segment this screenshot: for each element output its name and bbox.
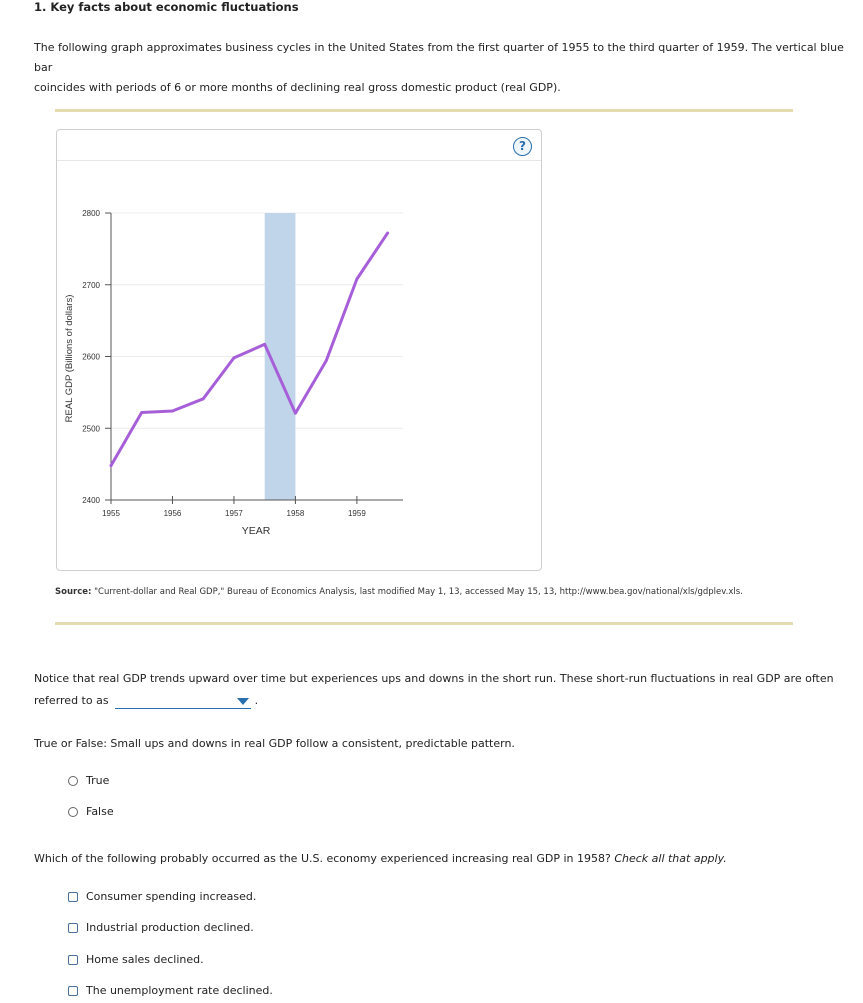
part2-question: True or False: Small ups and downs in real GDP follow a consistent, predictable pattern. [34,737,515,750]
chart-labels [64,209,366,537]
gdp-point [325,359,328,362]
part3-question-row [34,848,727,870]
question-title: 1. Key facts about economic fluctuations [34,0,299,14]
check-option-4[interactable] [68,984,273,997]
chart-grid [111,213,403,428]
gdp-point [294,412,297,415]
help-icon[interactable]: ? [513,137,532,156]
source-note [55,587,743,597]
intro-line-1: The following graph approximates business cycles in the United States from the first quarter of 1955 to the third quarter of 1959. The vertical blue bar [34,41,844,74]
option-true-label[interactable]: True [86,774,110,787]
x-axis-label: YEAR [241,525,271,537]
fluctuation-term-dropdown[interactable] [115,694,251,709]
divider-bottom [55,622,793,625]
gdp-point [233,357,236,360]
gdp-point [386,232,389,235]
gdp-point [140,411,143,414]
part1-line-1: Notice that real GDP trends upward over time but experiences ups and downs in the short run. These short-run fluctuations in real GDP are often [34,672,834,685]
gdp-line [111,233,388,466]
y-tick-label: 2500 [82,424,100,434]
gdp-point [355,278,358,281]
x-tick-label: 1955 [102,509,120,518]
part3-instruction: Check all that apply. [614,852,727,865]
checkbox-home-sales[interactable] [68,955,78,965]
y-tick-label: 2400 [82,496,100,505]
option-true[interactable] [68,774,109,787]
check-option-3[interactable] [68,953,204,966]
checkbox-consumer-spending[interactable] [68,892,78,902]
gdp-point [202,397,205,400]
chart-series [110,232,389,467]
chart-axes [105,213,403,504]
dropdown-arrow-icon[interactable] [237,698,249,705]
y-axis-label: REAL GDP (Billions of dollars) [64,294,75,423]
gdp-point [171,410,174,413]
y-tick-label: 2700 [82,280,100,290]
check-option-3-label[interactable]: Home sales declined. [86,953,204,966]
option-false-label[interactable]: False [86,805,114,818]
checkbox-unemployment[interactable] [68,986,78,996]
check-option-4-label[interactable]: The unemployment rate declined. [86,984,273,997]
y-tick-label: 2600 [82,352,100,362]
part1-text-before: referred to as [34,694,109,707]
radio-false[interactable] [68,807,78,817]
option-false[interactable] [68,805,114,818]
checkbox-industrial-production[interactable] [68,923,78,933]
part1-text-after: . [254,694,259,707]
radio-true[interactable] [68,776,78,786]
check-option-1[interactable] [68,890,256,903]
gdp-point [263,343,266,346]
check-option-1-label[interactable]: Consumer spending increased. [86,890,257,903]
x-tick-label: 1957 [225,509,243,518]
y-tick-label: 2800 [82,209,100,218]
check-option-2-label[interactable]: Industrial production declined. [86,921,254,934]
part1-paragraph [34,668,849,712]
x-tick-label: 1959 [347,509,366,518]
x-tick-label: 1956 [163,509,182,518]
check-option-2[interactable] [68,921,254,934]
part1-line-2 [34,690,849,712]
source-text: "Current-dollar and Real GDP," Bureau of Economics Analysis, last modified May 1, 13, accessed May 15, 13, http://www.bea.gov/national/xls/gdplev.xls. [91,587,743,597]
intro-line-2: coincides with periods of 6 or more months of declining real gross domestic product (real GDP). [34,81,561,94]
x-tick-label: 1958 [286,509,305,518]
gdp-point [110,464,113,467]
source-label: Source: [55,587,92,597]
part3-question: Which of the following probably occurred as the U.S. economy experienced increasing real GDP in 1958? [34,852,611,865]
